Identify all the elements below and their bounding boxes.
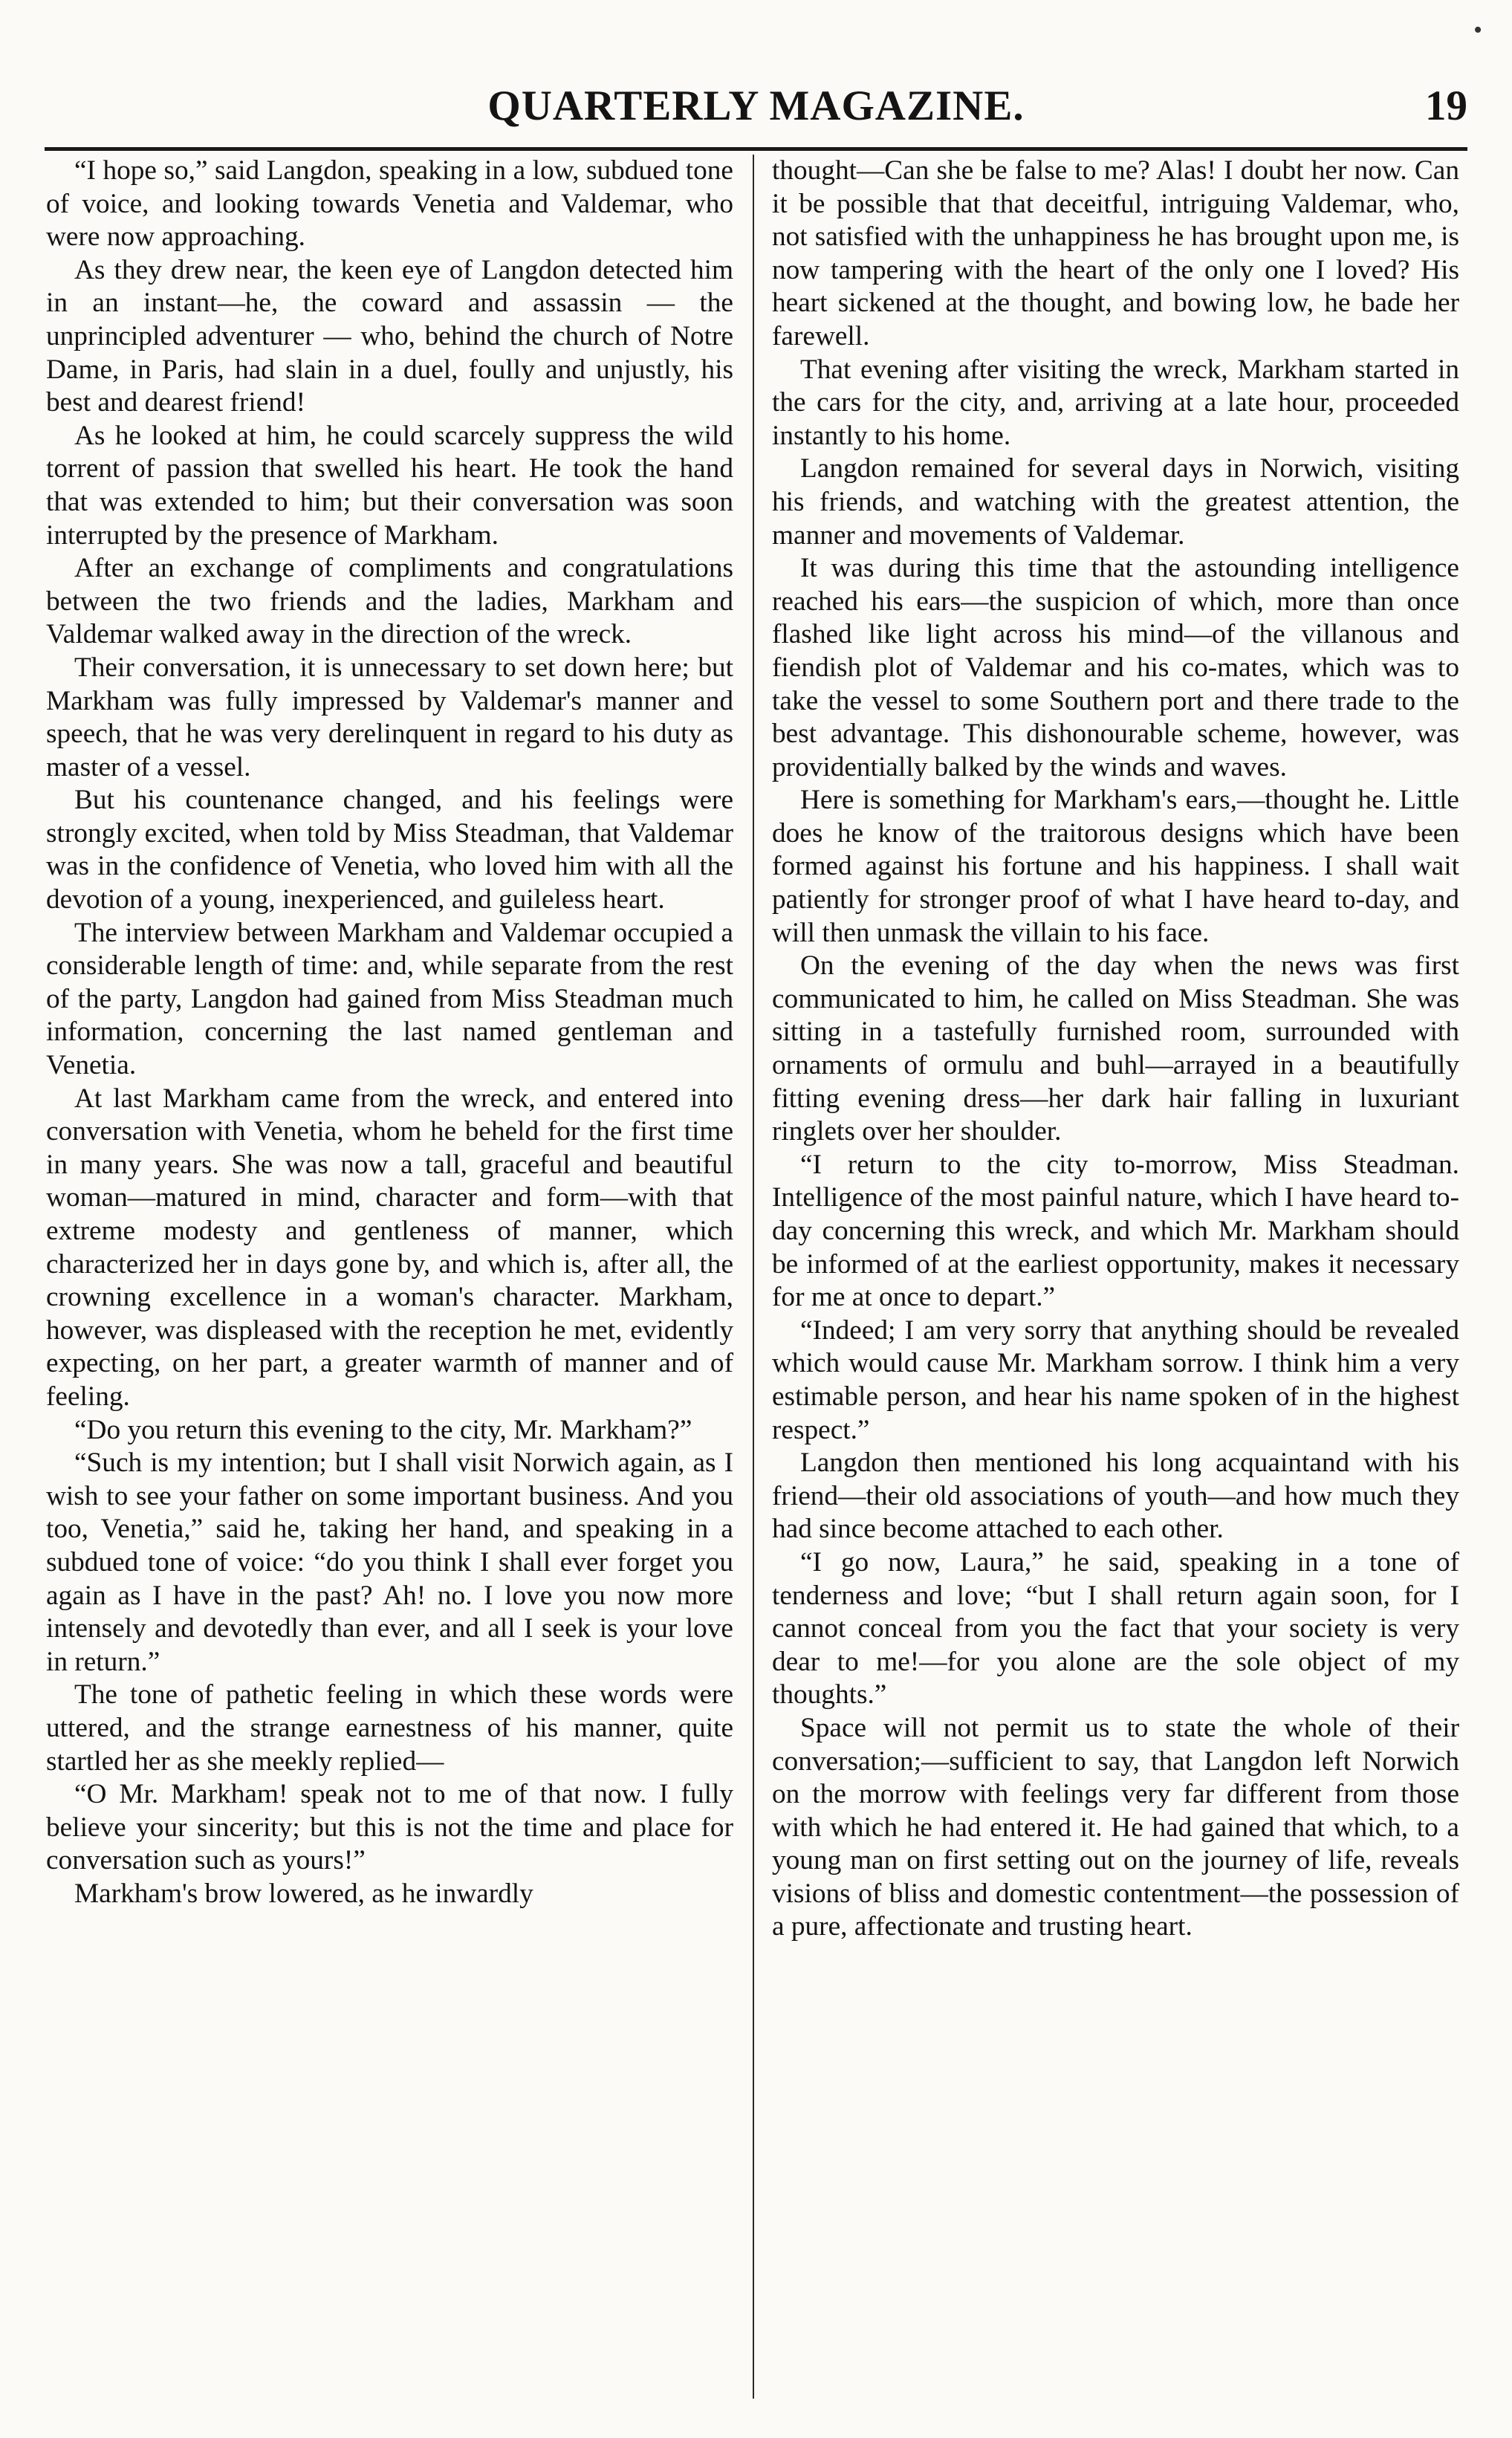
column-divider [753,155,754,2399]
paragraph: The interview between Markham and Valdemar occupied a considerable length of time: and, while separate from the rest of the party, Langdon had gained from Miss Steadman much information, concerning the last named gentleman and Venetia. [46,917,733,1081]
paragraph: “I hope so,” said Langdon, speaking in a low, subdued tone of voice, and looking towards Venetia and Valdemar, who were now approaching. [46,155,733,253]
paragraph: “I go now, Laura,” he said, speaking in a tone of tenderness and love; “but I shall return again soon, for I cannot conceal from you the fact that your society is very dear to me!—for you alone are the sole object of my thoughts.” [772,1546,1459,1711]
paragraph: On the evening of the day when the news was first communicated to him, he called on Miss Steadman. She was sitting in a tastefully furnished room, surrounded with ornaments of ormulu and buhl—arrayed in a beautifully fitting evening dress—her dark hair falling in luxuriant ringlets over her shoulder. [772,950,1459,1147]
paragraph: “Such is my intention; but I shall visit Norwich again, as I wish to see your father on some important business. And you too, Venetia,” said he, taking her hand, and speaking in a subdued tone of voice: “do you think I shall ever forget you again as I have in the past? Ah! no. I love you now more intensely and devotedly than ever, and all I seek is your love in return.” [46,1447,733,1677]
paragraph: Langdon remained for several days in Norwich, visiting his friends, and watching with the greatest attention, the manner and movements of Valdemar. [772,453,1459,551]
paragraph: thought—Can she be false to me? Alas! I doubt her now. Can it be possible that that deceitful, intriguing Valdemar, who, not satisfied with the unhappiness he has brought upon me, is now tampering with the heart of the only one I loved? His heart sickened at the thought, and bowing low, he bade her farewell. [772,155,1459,351]
paragraph: “Do you return this evening to the city, Mr. Markham?” [74,1414,692,1445]
left-column [46,155,733,2399]
running-title: QUARTERLY MAGAZINE. [487,82,1025,129]
paragraph: “Indeed; I am very sorry that anything should be revealed which would cause Mr. Markham sorrow. I think him a very estimable person, and hear his name spoken of in the highest respect.” [772,1314,1459,1445]
page-number: 19 [1425,82,1467,129]
paragraph: But his countenance changed, and his feelings were strongly excited, when told by Miss Steadman, that Valdemar was in the confidence of Venetia, who loved him with all the devotion of a young, inexperienced, and guileless heart. [46,785,733,915]
paragraph: Space will not permit us to state the whole of their conversation;—sufficient to say, that Langdon left Norwich on the morrow with feelings very far different from those with which he had entered it. He had gained that which, to a young man on first setting out on the journey of life, reveals visions of bliss and domestic contentment—the possession of a pure, affectionate and trusting heart. [772,1712,1459,1942]
paragraph: “O Mr. Markham! speak not to me of that now. I fully believe your sincerity; but this is not the time and place for conversation such as yours!” [46,1779,733,1876]
paragraph: It was during this time that the astounding intelligence reached his ears—the suspicion of which, more than once flashed like light across his mind—of the villanous and fiendish plot of Valdemar and his co-mates, which was to take the vessel to some Southern port and there trade to the best advantage. This dishonourable scheme, however, was providentially balked by the winds and waves. [772,553,1459,782]
paragraph: “I return to the city to-morrow, Miss Steadman. Intelligence of the most painful nature, which I have heard to-day concerning this wreck, and which Mr. Markham should be informed of at the earliest opportunity, makes it necessary for me at once to depart.” [772,1149,1459,1313]
paragraph: Here is something for Markham's ears,—thought he. Little does he know of the traitorous designs which have been formed against his fortune and his happiness. I shall wait patiently for stronger proof of what I have heard to-day, and will then unmask the villain to his face. [772,785,1459,948]
corner-mark: • [1473,16,1482,44]
paragraph: Their conversation, it is unnecessary to set down here; but Markham was fully impressed by Valdemar's manner and speech, that he was very derelinquent in regard to his duty as master of a vessel. [46,652,733,782]
paragraph: After an exchange of compliments and congratulations between the two friends and the ladies, Markham and Valdemar walked away in the direction of the wreck. [46,553,733,650]
paragraph: At last Markham came from the wreck, and entered into conversation with Venetia, whom he beheld for the first time in many years. She was now a tall, graceful and beautiful woman—matured in mind, character and form—with that extreme modesty and gentleness of manner, which characterized her in days gone by, and which is, after all, the crowning excellence in a woman's character. Markham, however, was displeased with the reception he met, evidently expecting, on her part, a greater warmth of manner and of feeling. [46,1083,733,1412]
page-header [45,80,1467,151]
paragraph: The tone of pathetic feeling in which these words were uttered, and the strange earnestness of his manner, quite startled her as she meekly replied— [46,1679,733,1777]
right-column [772,155,1459,2399]
paragraph: As he looked at him, he could scarcely suppress the wild torrent of passion that swelled his heart. He took the hand that was extended to him; but their conversation was soon interrupted by the presence of Markham. [46,420,733,551]
paragraph: Langdon then mentioned his long acquaintand with his friend—their old associations of youth—and how much they had since become attached to each other. [772,1447,1459,1545]
paragraph: Markham's brow lowered, as he inwardly [74,1878,533,1909]
paragraph: That evening after visiting the wreck, Markham started in the cars for the city, and, arriving at a late hour, proceeded instantly to his home. [772,354,1459,451]
paragraph: As they drew near, the keen eye of Langdon detected him in an instant—he, the coward and assassin — the unprincipled adventurer — who, behind the church of Notre Dame, in Paris, had slain in a duel, foully and unjustly, his best and dearest friend! [46,254,733,418]
